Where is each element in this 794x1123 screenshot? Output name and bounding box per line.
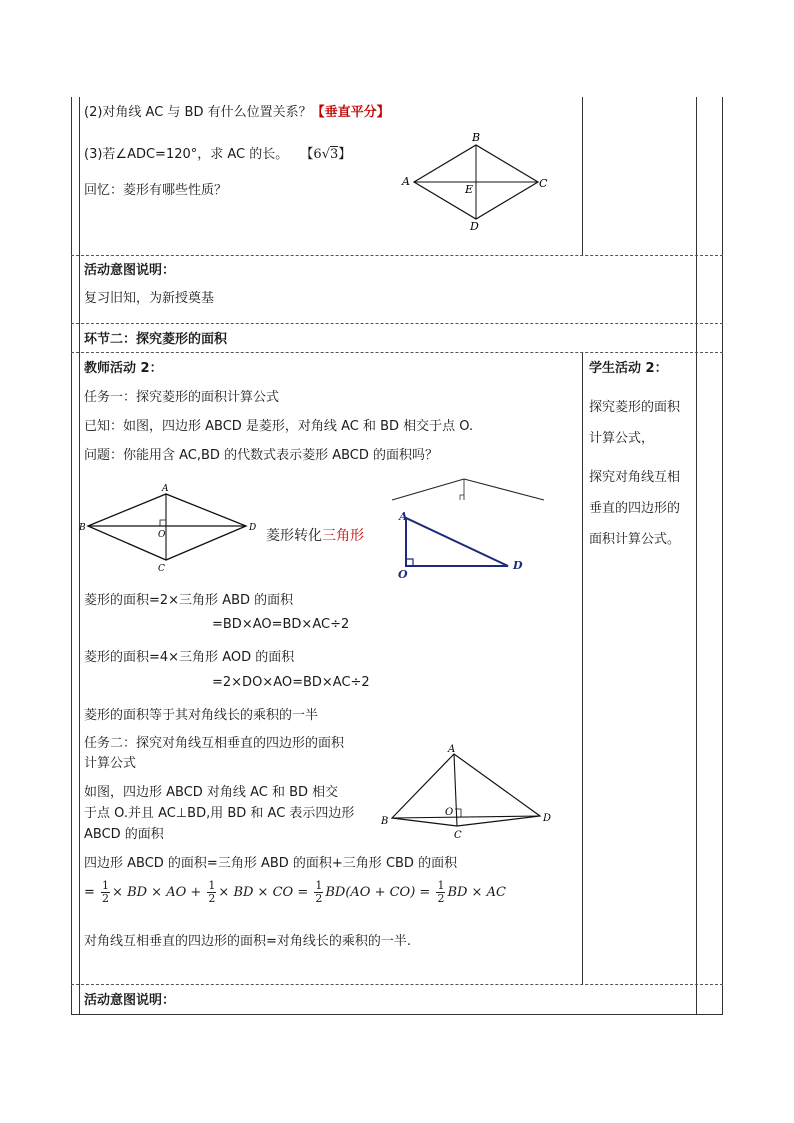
column-separator-top xyxy=(582,97,583,255)
label-a: A xyxy=(402,175,410,188)
formula-term-1: × BD × AO + xyxy=(112,885,202,900)
sqrt-symbol: √ xyxy=(321,147,330,162)
formula-term-2: × BD × CO = xyxy=(218,885,309,900)
task-2-title: 任务二：探究对角线互相垂直的四边形的面积 xyxy=(84,736,345,751)
formula-term-4: BD × AC xyxy=(447,885,506,900)
quadrilateral-diagram-abcd xyxy=(378,742,558,844)
recall-prompt: 回忆：菱形有哪些性质？ xyxy=(84,183,228,198)
table-right-border xyxy=(722,97,723,1014)
rhombus-diagram-abcd xyxy=(398,130,558,234)
label-c: C xyxy=(539,177,548,190)
figure-description-3: ABCD 的面积 xyxy=(84,827,164,842)
label-d: D xyxy=(513,559,523,572)
known-statement: 已知：如图，四边形 ABCD 是菱形，对角线 AC 和 BD 相交于点 O. xyxy=(84,419,474,434)
task-2-title-cont: 计算公式 xyxy=(84,756,137,771)
table-left-border xyxy=(71,97,72,1014)
answer-radicand: 3 xyxy=(330,147,339,162)
label-a: A xyxy=(162,484,169,494)
fraction-half: $\frac{1}{2}$ xyxy=(437,879,445,905)
formula-equals: = xyxy=(84,885,95,900)
row-separator xyxy=(71,984,723,985)
student-activity-heading: 学生活动 2： xyxy=(589,361,668,376)
fraction-half: $\frac{1}{2}$ xyxy=(102,879,110,905)
figure-description-1: 如图，四边形 ABCD 对角线 AC 和 BD 相交 xyxy=(84,785,339,800)
label-d: D xyxy=(543,813,552,824)
quadrilateral-outline xyxy=(392,754,540,826)
student-line: 垂直的四边形的 xyxy=(589,501,681,516)
area-formula-2b: =2×DO×AO=BD×AC÷2 xyxy=(212,675,370,690)
student-line xyxy=(589,454,693,462)
formula-term-3: BD(AO + CO) = xyxy=(325,885,431,900)
question-2 xyxy=(84,101,390,120)
label-c: C xyxy=(158,564,165,574)
area-formula-1b: =BD×AO=BD×AC÷2 xyxy=(212,617,350,632)
row-separator xyxy=(71,352,723,353)
right-triangle-aod-diagram xyxy=(386,470,552,582)
fraction-half: $\frac{1}{2}$ xyxy=(208,879,216,905)
task-1-title: 任务一：探究菱形的面积计算公式 xyxy=(84,390,280,405)
table-bottom-border xyxy=(71,1014,723,1015)
convert-prefix: 菱形转化 xyxy=(266,528,322,544)
label-c: C xyxy=(454,830,462,841)
rhombus-outline xyxy=(88,494,246,560)
row-separator xyxy=(71,323,723,324)
question-2-text: (2)对角线 AC 与 BD 有什么位置关系？ xyxy=(84,105,312,120)
fragment-edge-left xyxy=(392,479,464,500)
area-formula-2: 菱形的面积=4×三角形 AOD 的面积 xyxy=(84,650,295,665)
conclusion-1: 菱形的面积等于其对角线长的乘积的一半 xyxy=(84,708,319,723)
question-2-answer: 【垂直平分】 xyxy=(311,105,390,120)
label-o: O xyxy=(158,530,166,540)
right-angle-mark xyxy=(160,520,166,526)
label-b: B xyxy=(381,816,389,827)
label-a: A xyxy=(399,510,408,523)
fragment-right-angle xyxy=(460,495,464,500)
student-line: 探究菱形的面积 xyxy=(589,400,681,415)
question-3-text: (3)若∠ADC=120°，求 AC 的长。 xyxy=(84,147,289,162)
right-angle-mark-o xyxy=(406,559,413,566)
question-3 xyxy=(84,143,351,162)
convert-caption xyxy=(266,525,364,545)
inner-right-border xyxy=(696,97,697,1014)
answer-bracket-close: 】 xyxy=(338,147,352,162)
intent-text-1: 复习旧知，为新授奠基 xyxy=(84,291,215,306)
label-o: O xyxy=(445,807,454,818)
diagonal-bd xyxy=(392,816,540,818)
student-line: 探究对角线互相 xyxy=(589,470,681,485)
intent-heading-1: 活动意图说明： xyxy=(84,263,176,278)
fraction-half: $\frac{1}{2}$ xyxy=(315,879,323,905)
student-line: 计算公式， xyxy=(589,431,655,446)
label-o: O xyxy=(398,568,408,581)
convert-highlight: 三角形 xyxy=(322,528,364,544)
area-formula-1: 菱形的面积=2×三角形 ABD 的面积 xyxy=(84,593,294,608)
label-a: A xyxy=(448,744,456,755)
row-separator xyxy=(71,255,723,256)
question-statement: 问题：你能用含 AC,BD 的代数式表示菱形 ABCD 的面积吗？ xyxy=(84,448,439,463)
student-activity-text xyxy=(589,392,693,555)
label-b: B xyxy=(79,523,86,533)
intent-heading-2: 活动意图说明： xyxy=(84,993,176,1008)
label-b: B xyxy=(472,131,481,144)
stage-2-title xyxy=(84,328,227,347)
answer-bracket-open: 【 xyxy=(300,147,314,162)
conclusion-2: 对角线互相垂直的四边形的面积=对角线长的乘积的一半. xyxy=(84,934,412,949)
stage-2-title-text: 环节二：探究菱形的面积 xyxy=(84,332,228,347)
column-separator-main xyxy=(582,352,583,984)
teacher-activity-heading: 教师活动 2： xyxy=(84,361,163,376)
student-line: 面积计算公式。 xyxy=(589,532,681,547)
fragment-edge-right xyxy=(464,479,544,500)
label-d: D xyxy=(470,220,479,233)
rhombus-diagram-abcd-o xyxy=(78,480,264,576)
quadrilateral-area-statement: 四边形 ABCD 的面积=三角形 ABD 的面积+三角形 CBD 的面积 xyxy=(84,856,458,871)
answer-number: 6 xyxy=(313,147,322,162)
label-e: E xyxy=(465,183,474,196)
figure-description-2: 于点 O.并且 AC⊥BD,用 BD 和 AC 表示四边形 xyxy=(84,806,355,821)
diagonal-ac xyxy=(454,754,457,826)
area-derivation-formula xyxy=(84,880,506,905)
triangle-aod xyxy=(406,518,508,566)
label-d: D xyxy=(249,523,257,533)
